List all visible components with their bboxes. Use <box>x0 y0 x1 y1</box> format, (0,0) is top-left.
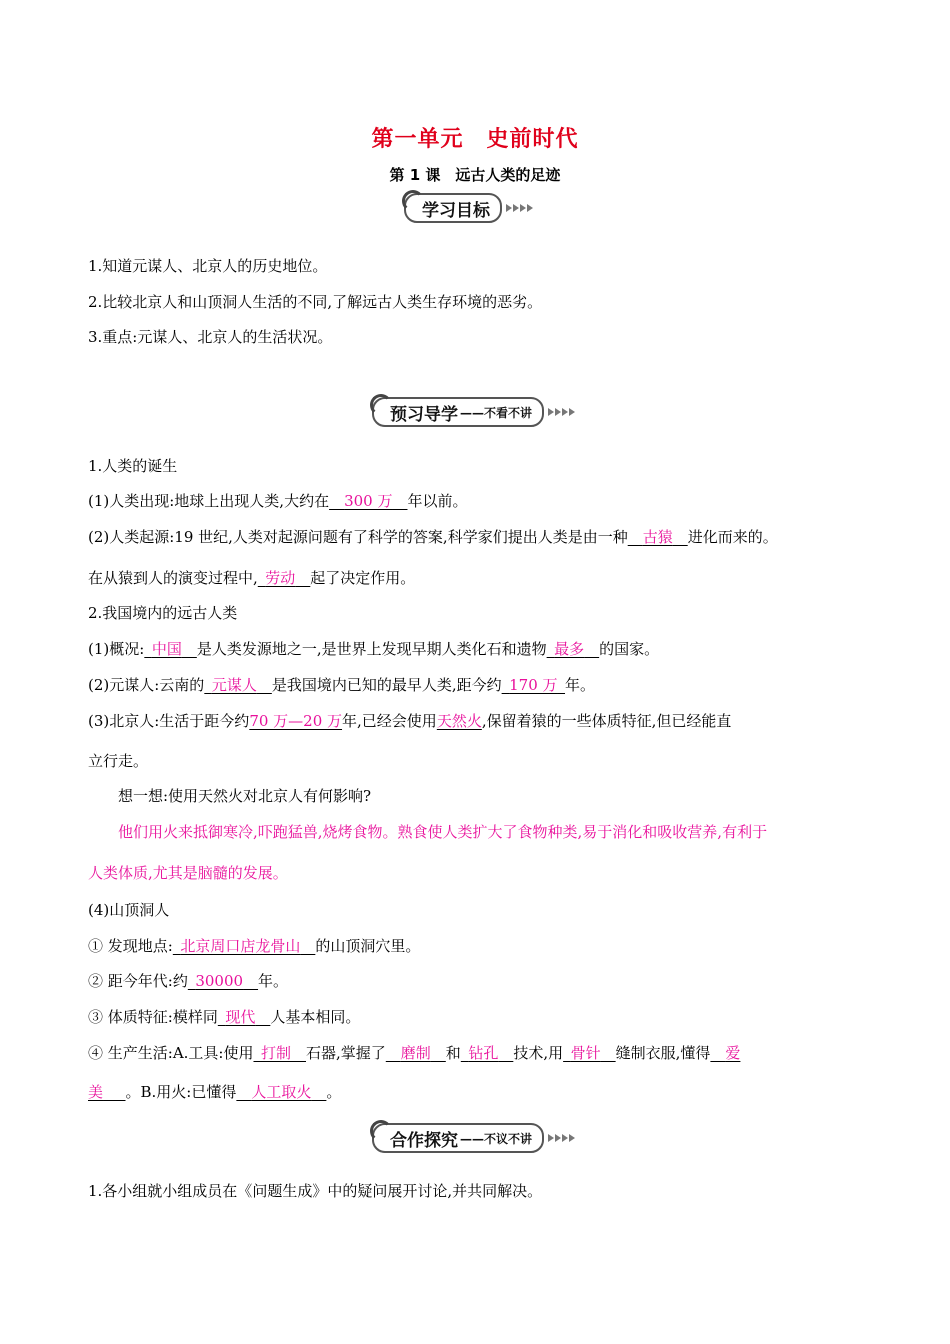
heading-upper-cave: (4)山顶洞人 <box>88 901 170 919</box>
lesson-title: 第 1 课 远古人类的足迹 <box>389 166 561 184</box>
answer-blank: 爱 <box>725 1044 741 1062</box>
text: 的国家。 <box>599 640 660 658</box>
curl-icon <box>402 190 424 212</box>
answer-blank: 磨制 <box>400 1044 431 1062</box>
line-fire <box>88 1082 341 1102</box>
curl-icon <box>370 394 392 416</box>
chevron-arrows-icon <box>548 408 576 416</box>
think-answer-line-2: 人类体质,尤其是脑髓的发展。 <box>88 864 288 882</box>
goal-2: 2.比较北京人和山顶洞人生活的不同,了解远古人类生存环境的恶劣。 <box>88 293 543 311</box>
text: 。B.用火:已懂得 <box>125 1083 237 1101</box>
text: ③ 体质特征:模样同 <box>88 1008 218 1026</box>
text: 在从猿到人的演变过程中, <box>88 569 258 587</box>
text: 石器,掌握了 <box>306 1044 386 1062</box>
coop-line-1: 1.各小组就小组成员在《问题生成》中的疑问展开讨论,并共同解决。 <box>88 1182 543 1200</box>
answer-blank: 打制 <box>260 1044 291 1062</box>
goal-1: 1.知道元谋人、北京人的历史地位。 <box>88 257 328 275</box>
line-production <box>88 1043 740 1063</box>
curl-icon <box>370 1120 392 1142</box>
answer-blank: 美 <box>88 1083 104 1101</box>
answer-blank: 天然火 <box>436 712 482 730</box>
text: (3)北京人:生活于距今约 <box>88 712 250 730</box>
text: 进化而来的。 <box>687 528 778 546</box>
line-yuanmou <box>88 675 595 695</box>
chevron-arrows-icon <box>548 1134 576 1142</box>
text: ④ 生产生活:A.工具:使用 <box>88 1044 254 1062</box>
badge-label: 学习目标 <box>422 200 490 221</box>
text: ,保留着猿的一些体质特征,但已经能直 <box>481 712 732 730</box>
badge-label: 预习导学 <box>390 404 458 425</box>
answer-blank: 骨针 <box>570 1044 601 1062</box>
answer-blank: 70 万—20 万 <box>249 712 343 730</box>
text: 人基本相同。 <box>270 1008 361 1026</box>
text: (1)人类出现:地球上出现人类,大约在 <box>88 492 330 510</box>
think-answer-line-1: 他们用火来抵御寒冷,吓跑猛兽,烧烤食物。熟食使人类扩大了食物种类,易于消化和吸收营养,有利于 <box>118 823 768 841</box>
line-location <box>88 936 420 956</box>
answer-blank: 中国 <box>151 640 182 658</box>
badge-sub: ——不看不讲 <box>460 405 533 420</box>
section-badge-preview <box>372 396 576 428</box>
text: 。 <box>326 1083 342 1101</box>
line-physique <box>88 1007 360 1027</box>
heading-human-birth: 1.人类的诞生 <box>88 457 178 475</box>
text: (2)元谋人:云南的 <box>88 676 205 694</box>
text: 缝制衣服,懂得 <box>615 1044 711 1062</box>
text: 是人类发源地之一,是世界上发现早期人类化石和遗物 <box>196 640 547 658</box>
badge-sub: ——不议不讲 <box>460 1131 533 1146</box>
line-overview <box>88 639 659 659</box>
answer-blank: 最多 <box>554 640 585 658</box>
text: 起了决定作用。 <box>310 569 416 587</box>
text: 年以前。 <box>407 492 468 510</box>
answer-blank: 元谋人 <box>211 676 257 694</box>
text: ① 发现地点: <box>88 937 173 955</box>
answer-blank: 300 万 <box>344 492 393 510</box>
goal-3: 3.重点:元谋人、北京人的生活状况。 <box>88 328 333 346</box>
think-question: 想一想:使用天然火对北京人有何影响? <box>118 787 372 805</box>
answer-blank: 劳动 <box>265 569 296 587</box>
badge-pill <box>404 193 502 223</box>
line-age <box>88 971 288 991</box>
answer-blank: 现代 <box>225 1008 256 1026</box>
line-peking-man <box>88 711 731 731</box>
text: (2)人类起源:19 世纪,人类对起源问题有了科学的答案,科学家们提出人类是由一种 <box>88 528 628 546</box>
line-human-appearance <box>88 491 468 511</box>
text: 年。 <box>565 676 596 694</box>
answer-blank: 人工取火 <box>251 1083 312 1101</box>
text: 技术,用 <box>513 1044 564 1062</box>
answer-blank: 钻孔 <box>468 1044 499 1062</box>
line-human-origin <box>88 527 778 547</box>
answer-blank: 古猿 <box>642 528 673 546</box>
section-badge-coop <box>372 1122 576 1154</box>
answer-blank: 170 万 <box>509 676 558 694</box>
answer-blank: 30000 <box>195 972 244 990</box>
answer-blank: 北京周口店龙骨山 <box>180 937 301 955</box>
badge-label: 合作探究 <box>390 1130 458 1151</box>
line-upright: 立行走。 <box>88 752 149 770</box>
text: 的山顶洞穴里。 <box>315 937 421 955</box>
unit-title: 第一单元 史前时代 <box>371 127 579 152</box>
line-labor <box>88 568 415 588</box>
chevron-arrows-icon <box>506 204 534 212</box>
text: ② 距今年代:约 <box>88 972 188 990</box>
text: (1)概况: <box>88 640 145 658</box>
text: 和 <box>445 1044 461 1062</box>
text: 是我国境内已知的最早人类,距今约 <box>271 676 502 694</box>
text: 年。 <box>258 972 289 990</box>
section-badge-goals <box>404 192 534 224</box>
badge-pill <box>372 1123 544 1153</box>
badge-pill <box>372 397 544 427</box>
text: 年,已经会使用 <box>342 712 437 730</box>
heading-ancient-humans: 2.我国境内的远古人类 <box>88 604 238 622</box>
